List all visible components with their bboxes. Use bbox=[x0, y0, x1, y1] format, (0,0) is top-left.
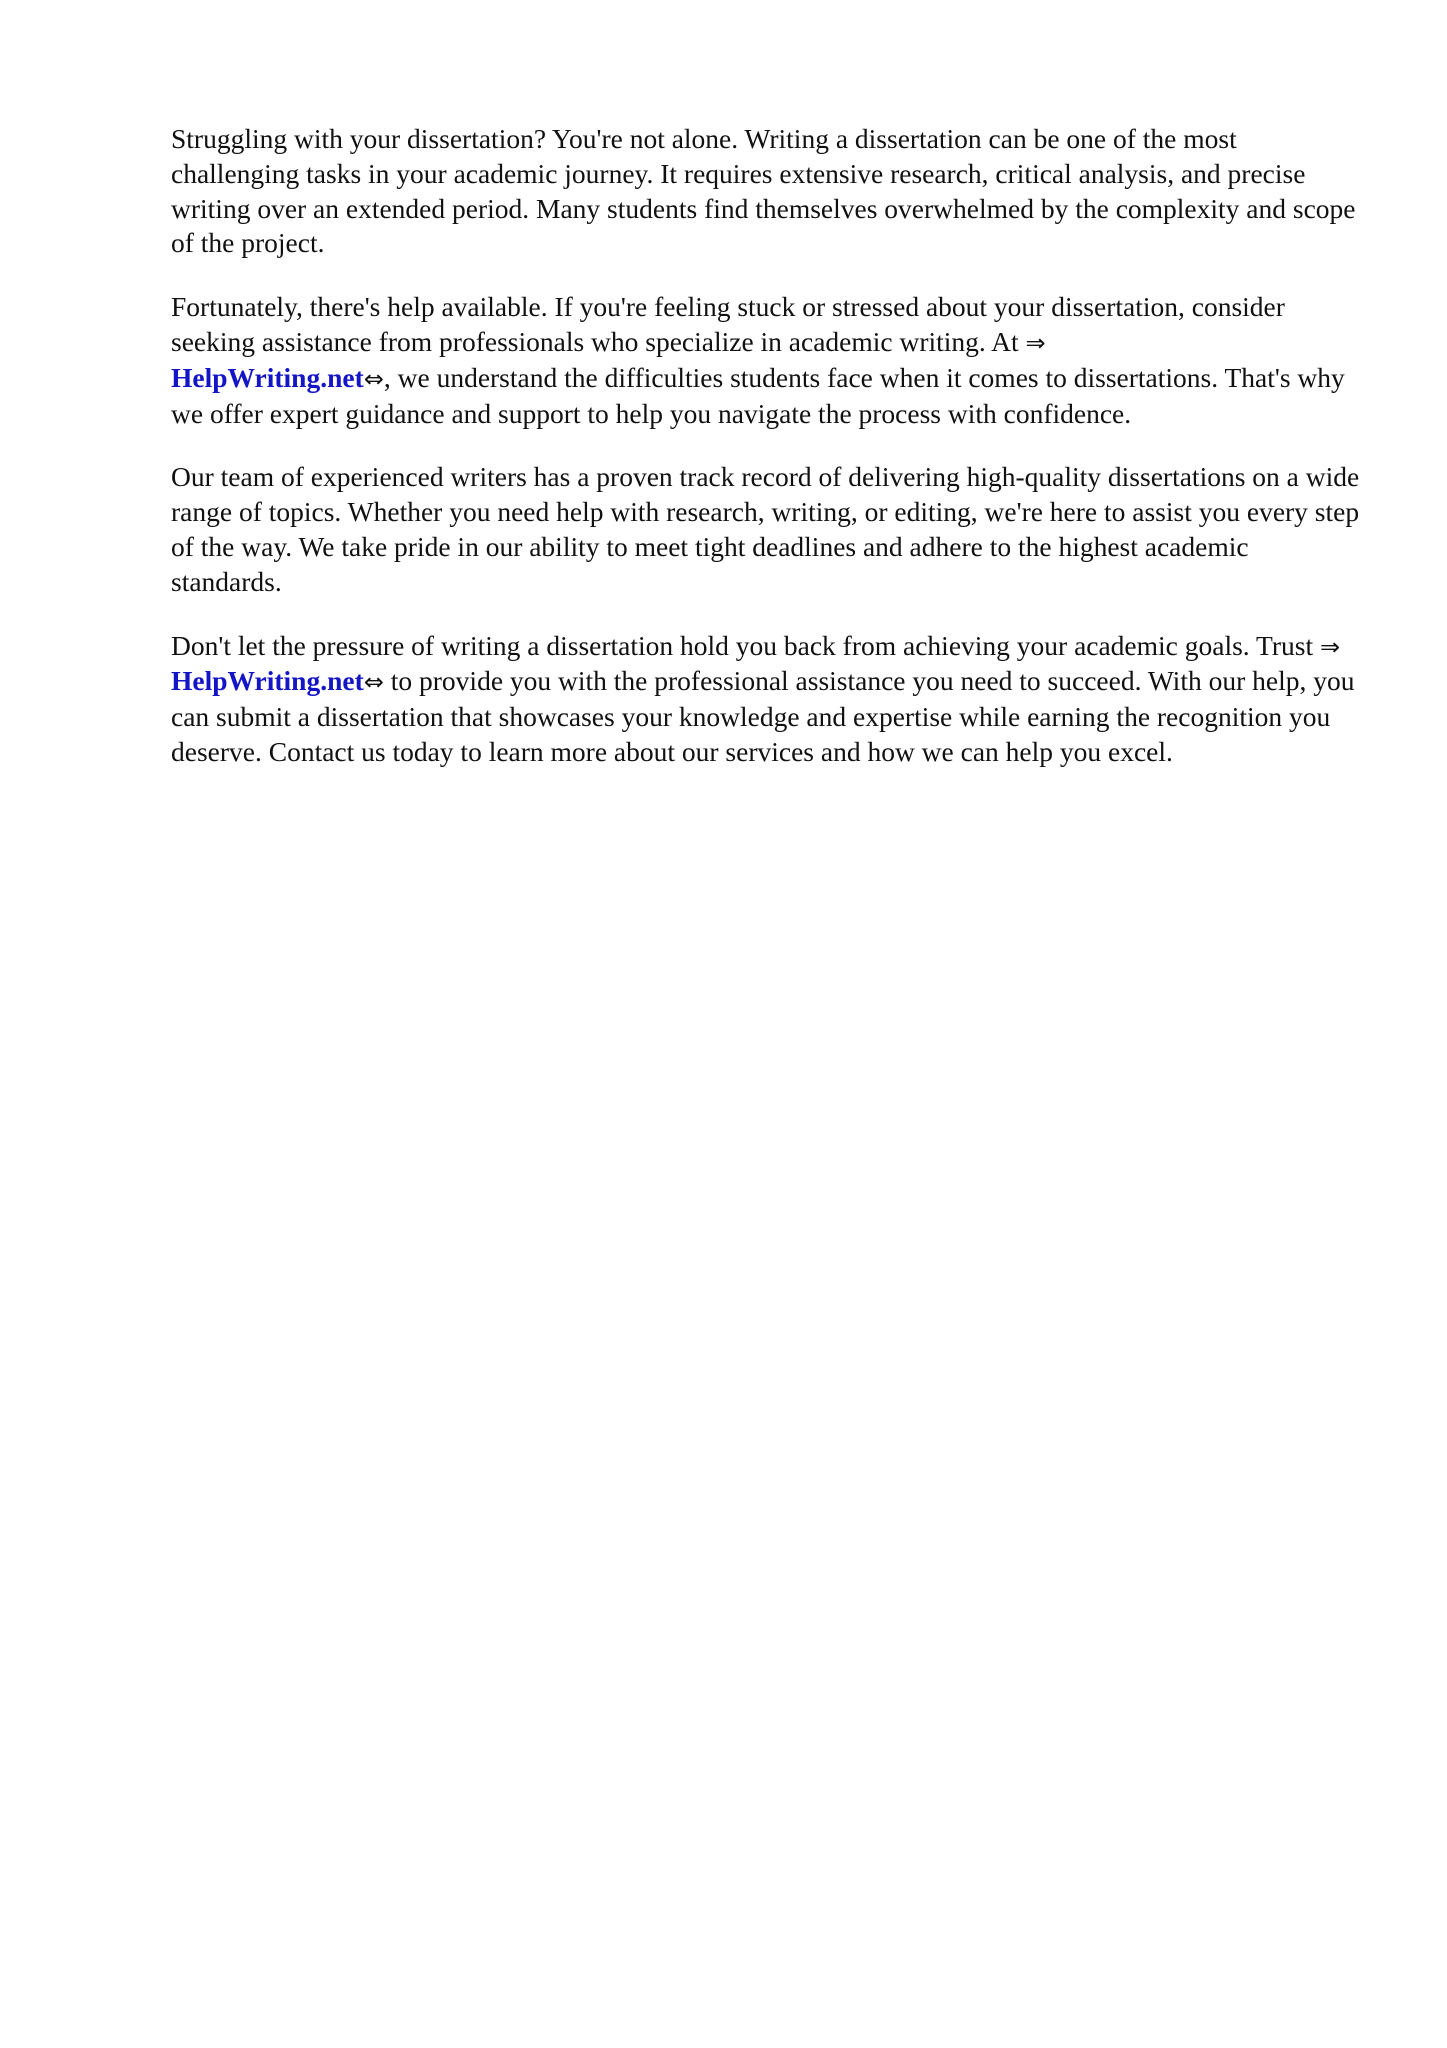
paragraph-text: Don't let the pressure of writing a dissertation hold you back from achieving your academic goals. Trust bbox=[171, 629, 1321, 661]
left-right-arrow-icon: ⇔ bbox=[363, 668, 384, 697]
left-right-arrow-icon: ⇔ bbox=[363, 364, 384, 393]
paragraph-call-to-action bbox=[171, 629, 1361, 770]
helpwriting-link[interactable]: HelpWriting.net bbox=[171, 361, 364, 393]
document-body bbox=[171, 122, 1361, 799]
paragraph-text: , we understand the difficulties students face when it comes to dissertations. That's why we offer expert guidance and support to help you navigate the process with confidence. bbox=[171, 361, 1345, 429]
paragraph-text: to provide you with the professional assistance you need to succeed. With our help, you can submit a dissertation that showcases your knowledge and expertise while earning the recognition you deserve. Contact us today to learn more about our services and how we can help you excel. bbox=[171, 665, 1355, 767]
helpwriting-link[interactable]: HelpWriting.net bbox=[171, 665, 364, 697]
right-arrow-icon: ⇒ bbox=[1025, 328, 1046, 357]
paragraph-help-available bbox=[171, 290, 1361, 431]
right-arrow-icon: ⇒ bbox=[1320, 632, 1341, 661]
paragraph-intro: Struggling with your dissertation? You're not alone. Writing a dissertation can be one of the most challenging tasks in your academic journey. It requires extensive research, critical analysis, and precise writing over an extended period. Many students find themselves overwhelmed by the complexity and scope of the project. bbox=[171, 123, 1356, 259]
paragraph-text: Fortunately, there's help available. If you're feeling stuck or stressed about your dissertation, consider seeking assistance from professionals who specialize in academic writing. At bbox=[171, 291, 1285, 357]
paragraph-team: Our team of experienced writers has a proven track record of delivering high-quality dissertations on a wide range of topics. Whether you need help with research, writing, or editing, we're here to assist you every step of the way. We take pride in our ability to meet tight deadlines and adhere to the highest academic standards. bbox=[171, 461, 1360, 597]
